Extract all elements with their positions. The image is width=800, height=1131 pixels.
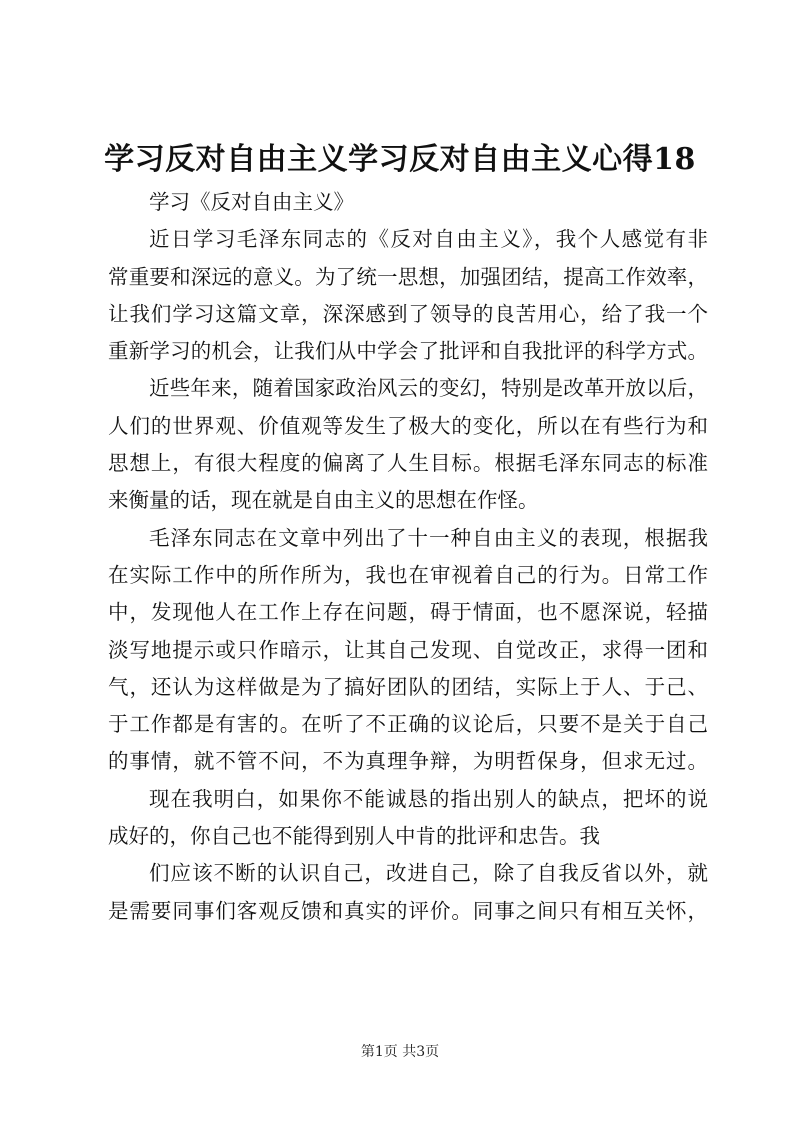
document-body	[108, 184, 708, 930]
paragraph-line: 现在我明白，如果你不能诚恳的指出别人的缺点，把坏的说	[149, 786, 708, 811]
paragraph-line: 近日学习毛泽东同志的《反对自由主义》，我个人感觉有非	[149, 227, 708, 252]
paragraph-line: 淡写地提示或只作暗示，让其自己发现、自觉改正，求得一团和	[108, 637, 708, 662]
paragraph-line: 重新学习的机会，让我们从中学会了批评和自我批评的科学方式。	[108, 339, 708, 364]
paragraph-line: 气，还认为这样做是为了搞好团队的团结，实际上于人、于己、	[108, 674, 708, 699]
paragraph-line: 的事情，就不管不问，不为真理争辩，为明哲保身，但求无过。	[108, 749, 708, 774]
paragraph-line: 中，发现他人在工作上存在问题，碍于情面，也不愿深说，轻描	[108, 600, 708, 625]
subtitle-line: 学习《反对自由主义》	[149, 190, 354, 214]
paragraph-line: 成好的，你自己也不能得到别人中肯的批评和忠告。我	[108, 824, 600, 849]
paragraph-line: 来衡量的话，现在就是自由主义的思想在作怪。	[108, 488, 539, 513]
paragraph-line: 让我们学习这篇文章，深深感到了领导的良苦用心，给了我一个	[108, 301, 708, 326]
paragraph-line: 是需要同事们客观反馈和真实的评价。同事之间只有相互关怀，	[108, 898, 708, 923]
paragraph-line: 常重要和深远的意义。为了统一思想，加强团结，提高工作效率，	[108, 264, 708, 289]
paragraph-line: 们应该不断的认识自己，改进自己，除了自我反省以外，就	[149, 861, 708, 886]
paragraph-line: 于工作都是有害的。在听了不正确的议论后，只要不是关于自己	[108, 712, 708, 737]
paragraph-line: 毛泽东同志在文章中列出了十一种自由主义的表现，根据我	[149, 525, 708, 550]
page-number-footer: 第1页 共3页	[360, 1044, 440, 1060]
paragraph-line: 思想上，有很大程度的偏离了人生目标。根据毛泽东同志的标准	[108, 451, 708, 476]
paragraph-line: 人们的世界观、价值观等发生了极大的变化，所以在有些行为和	[108, 413, 708, 438]
paragraph-line: 在实际工作中的所作所为，我也在审视着自己的行为。日常工作	[108, 562, 708, 587]
paragraph-line: 近些年来，随着国家政治风云的变幻，特别是改革开放以后，	[149, 376, 708, 401]
document-title: 学习反对自由主义学习反对自由主义心得18	[104, 142, 696, 177]
